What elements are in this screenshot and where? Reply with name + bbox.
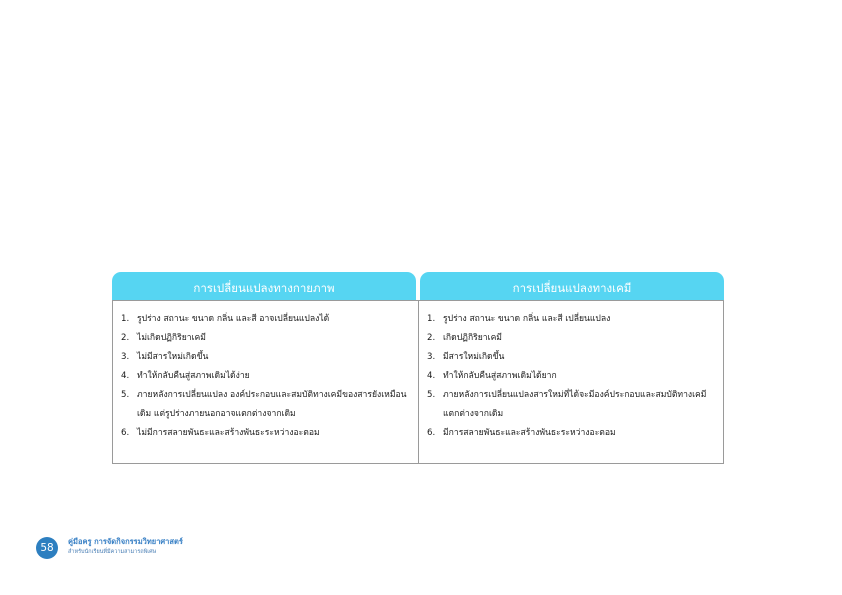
chemical-change-list xyxy=(419,300,723,443)
list-item: 3. ไม่มีสารใหม่เกิดขึ้น xyxy=(121,352,209,362)
page-number-badge: 58 xyxy=(36,537,58,559)
comparison-table xyxy=(112,272,724,464)
chemical-change-column xyxy=(418,272,724,464)
list-item: 2. ไม่เกิดปฏิกิริยาเคมี xyxy=(121,333,206,343)
list-item: 6. ไม่มีการสลายพันธะและสร้างพันธะระหว่างอะตอม xyxy=(121,428,320,438)
list-item: 4. ทำให้กลับคืนสู่สภาพเดิมได้ยาก xyxy=(427,371,557,381)
footer-subtitle: สำหรับนักเรียนที่มีความสามารถพิเศษ xyxy=(68,549,157,555)
chemical-change-header: การเปลี่ยนแปลงทางเคมี xyxy=(420,272,724,300)
list-item: 1. รูปร่าง สถานะ ขนาด กลิ่น และสี อาจเปลี่ยนแปลงได้ xyxy=(121,314,330,324)
list-item: 3. มีสารใหม่เกิดขึ้น xyxy=(427,352,505,362)
physical-change-body xyxy=(112,300,418,464)
chemical-change-body xyxy=(418,300,724,464)
physical-change-header: การเปลี่ยนแปลงทางกายภาพ xyxy=(112,272,416,300)
list-item: 6. มีการสลายพันธะและสร้างพันธะระหว่างอะตอม xyxy=(427,428,616,438)
list-item: 5. ภายหลังการเปลี่ยนแปลงสารใหม่ที่ได้จะมีองค์ประกอบและสมบัติทางเคมีแตกต่างจากเดิม xyxy=(427,390,707,419)
physical-change-column xyxy=(112,272,418,464)
footer xyxy=(68,537,183,557)
physical-change-list xyxy=(113,300,418,443)
list-item: 2. เกิดปฏิกิริยาเคมี xyxy=(427,333,502,343)
list-item: 1. รูปร่าง สถานะ ขนาด กลิ่น และสี เปลี่ยนแปลง xyxy=(427,314,611,324)
footer-title: คู่มือครู การจัดกิจกรรมวิทยาศาสตร์ xyxy=(68,537,183,546)
list-item: 5. ภายหลังการเปลี่ยนแปลง องค์ประกอบและสมบัติทางเคมีของสารยังเหมือนเดิม แต่รูปร่างภายนอกอาจแตกต่างจากเดิม xyxy=(121,390,407,419)
list-item: 4. ทำให้กลับคืนสู่สภาพเดิมได้ง่าย xyxy=(121,371,250,381)
